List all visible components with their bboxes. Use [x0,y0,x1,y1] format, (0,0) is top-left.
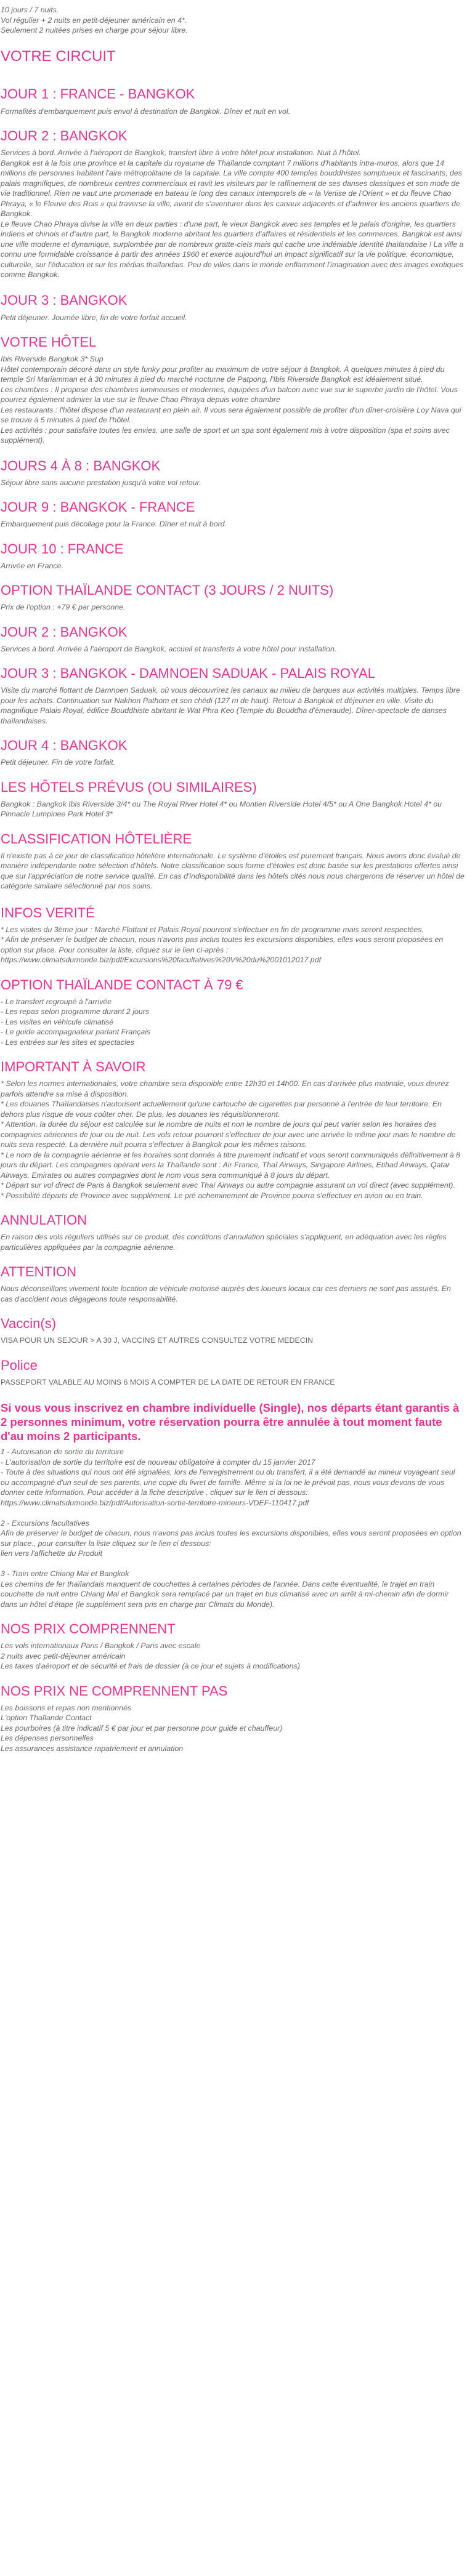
contact-79-list: - Le transfert regroupé à l'arrivée - Les repas selon programme durant 2 jours - Les visites en véhicule climatisé - Le guide accompagnateur parlant Français - Les entrées sur les sites et spectacles [1,997,151,1047]
option-day-2-heading: JOUR 2 : BANGKOK [1,624,128,640]
classification-text: Il n'existe pas à ce jour de classification hôtelière internationale. Le système d'étoiles est purement français. Nous avons donc évalué de manière indépendante notre sélection d'hôtels. Notre classification sous forme d'étoiles est donc basée sur les prestations offertes ainsi que sur l'appréciation de notre service qualité. En cas d'indisponibilité dans les hôtels cités nous nous chargerons de réserver un hôtel de catégorie similaire sélectionné par nos soins. [1,851,465,890]
hotel-heading: VOTRE HÔTEL [1,334,97,350]
option-text: Prix de l'option : +79 € par personne. [1,603,126,611]
option-day-3-heading: JOUR 3 : BANGKOK - DAMNOEN SADUAK - PALAIS ROYAL [1,666,375,681]
single-room-alert: Si vous vous inscrivez en chambre individuelle (Single), nos départs étant garantis à 2 personnes minimum, votre réservation pourra être annulée à tout moment faute d'au moins 2 participants. [1,1401,460,1443]
contact-79-heading: OPTION THAÏLANDE CONTACT À 79 € [1,976,243,992]
attention-heading: ATTENTION [1,1264,77,1279]
important-heading: IMPORTANT À SAVOIR [1,1059,146,1074]
attention-text: Nous déconseillons vivement toute location de véhicule motorisé auprès des loueurs locaux car ces derniers ne sont pas assurés. En cas d'accident nous dégageons toute responsabilité. [1,1284,451,1303]
not-included-heading: NOS PRIX NE COMPRENNENT PAS [1,1683,228,1699]
notes-text: 1 - Autorisation de sortie du territoire - L'autorisation de sortie du territoire est de nouveau obligatoire à compter du 15 janvier 2017 - Toute à des situations qui nous ont été signalées, lors de l'enregistrement ou du transfert, il a été demandé au mineur voyageant seul ou accompagné d'un seul de ses parents, une copie du livret de famille. Même si la loi ne le prévoit pas, nous vous devons de vous donner cette information. Pour accéder à la fiche descriptive , cliquer sur le lien ci dessous: https://www.climatsdumonde.biz/pdf/Autorisation-sortie-territoire-mineurs-VDEF-110417.pdf 2 - Excursions facultatives Afin de préserver le budget de chacun, nous n'avons pas inclus toutes les excursions disponibles, elles vous seront proposées en option sur place., pour consulter la liste cliquez sur le lien ci dessous: lien vers l'affichette du Produit 3 - Train entre Chiang Mai et Bangkok Les chemins de fer thaïlandais manquent de couchettes à certaines périodes de l'année. Dans cette éventualité, le trajet en train couchette de nuit entre Chiang Mai et Bangkok sera remplacé par un trajet en bus climatisé avec un arrêt à mi-chemin afin de dormir dans un hôtel d'étape (le supplément sera pris en charge par Climats du Monde). [1,1447,461,1609]
intro-text: 10 jours / 7 nuits. Vol régulier + 2 nuits en petit-déjeuner américain en 4*. Seulement 2 nuitées prises en charge pour séjour libre. [1,6,188,34]
classification-heading: CLASSIFICATION HÔTELIÈRE [1,831,192,847]
day-10-text: Arrivée en France. [1,561,63,570]
day-9-text: Embarquement puis décollage pour la France. Dîner et nuit à bord. [1,520,227,528]
infos-heading: INFOS VERITÉ [1,904,95,920]
not-included-list: Les boissons et repas non mentionnés L'option Thaïlande Contact Les pourboires (à titre indicatif 5 € par jour et par personne pour guide et chauffeur) Les dépenses personnelles Les assurances assistance rapatriement et annulation [1,1703,283,1753]
day-2-heading: JOUR 2 : BANGKOK [1,128,128,143]
circuit-heading: VOTRE CIRCUIT [1,47,116,65]
infos-text: * Les visites du 3ème jour : Marché Flottant et Palais Royal pourront s'effectuer en fin de programme mais seront respectées. * Afin de préserver le budget de chacun, nous n'avons pas inclus toutes les excursions disponibles, elles vous seront proposées en option sur place. Pour consulter la liste, cliquez sur le lien ci-après : https://www.climatsdumonde.biz/pdf/Excursions%20facultatives%20V%20du%2001012017.pdf [1,925,444,964]
police-heading: Police [1,1357,38,1373]
included-heading: NOS PRIX COMPRENNENT [1,1621,176,1636]
day-10-heading: JOUR 10 : FRANCE [1,541,124,557]
day-3-heading: JOUR 3 : BANGKOK [1,292,128,308]
day-3-text: Petit déjeuner. Journée libre, fin de votre forfait accueil. [1,313,187,322]
days-4-8-heading: JOURS 4 À 8 : BANGKOK [1,457,161,473]
day-2-text: Services à bord. Arrivée à l'aéroport de Bangkok, transfert libre à votre hôtel pour installation. Nuit à l'hôtel. Bangkok est à la fois une province et la capitale du royaume de Thaïlande comptant 7 millions d'habitants intra-muros, alors que 14 millions de personnes habitent l'aire métropolitaine de la capitale. La ville compte 400 temples bouddhistes somptueux et fascinants, des palais magnifiques, de nombreux centres commerciaux et ravit les visiteurs par le raffinement de ses danses classiques et son mode de vie traditionnel. Rien ne vaut une promenade en bateau le long des canaux intemporels de « la Venise de l'Orient » et du fleuve Chao Phraya, « le Fleuve des Rois » qui traverse la ville, avant de s'aventurer dans les canaux adjacents et d'admirer les anciens quartiers de Bangkok. Le fleuve Chao Phraya divise la ville en deux parties : d'une part, le vieux Bangkok avec ses temples et le palais d'origine, les quartiers indiens et chinois et d'autre part, le Bangkok moderne abritant les quartiers d'affaires et résidentiels et les commerces. Bangkok est ainsi une ville moderne et dynamique, surplombée par de nombreux gratte-ciels mais qui cache une indéniable identité thaïlandaise ! La ville a connu une formidable croissance à partir des années 1960 et exerce aujourd'hui un impact significatif sur la vie politique, économique, culturelle, sur l'éducation et sur les médias thaïlandais. Peu de villes dans le monde enflamment l'imagination avec des images exotiques comme Bangkok. [1,148,464,279]
hotel-text: Ibis Riverside Bangkok 3* Sup Hôtel contemporain décoré dans un style funky pour profiter au maximum de votre séjour à Bangkok. À quelques minutes à pied du temple Sri Mariamman et à 30 minutes à pied du marché nocturne de Patpong, l'Ibis Riverside Bangkok est idéalement situé. Les chambres : Il propose des chambres lumineuses et modernes, équipées d'un balcon avec vue sur le superbe jardin de l'hôtel. Vous pourrez également admirer la vue sur le fleuve Chao Phraya depuis votre chambre Les restaurants : l'hôtel dispose d'un restaurant en plein air. Il vous sera également possible de profiter d'un dîner-croisière Loy Nava qui se trouve à 5 minutes à pied de l'hôtel. Les activités : pour satisfaire toutes les envies, une salle de sport et un spa sont également mis à votre disposition (spa et soins avec supplément). [1,355,461,445]
option-day-3-text: Visite du marché flottant de Damnoen Saduak, où vous découvrirez les canaux au milieu de barques aux activités multiples. Temps libre pour les achats. Continuation sur Nakhon Pathom et son chédi (127 m de haut). Retour à Bangkok et déjeuner en ville. Visite du magnifique Palais Royal, édifice Bouddhiste abritant le Wat Phra Keo (Temple du Bouddha d'émeraude). Dîner-spectacle de danses thaïlandaises. [1,686,460,725]
day-9-heading: JOUR 9 : BANGKOK - FRANCE [1,499,195,515]
day-1-text: Formalités d'embarquement puis envol à destination de Bangkok. Dîner et nuit en vol. [1,107,291,116]
option-heading: OPTION THAÏLANDE CONTACT (3 JOURS / 2 NUITS) [1,582,334,598]
days-4-8-text: Séjour libre sans aucune prestation jusqu'à votre vol retour. [1,478,201,487]
option-day-4-heading: JOUR 4 : BANGKOK [1,738,128,753]
police-text: PASSEPORT VALABLE AU MOINS 6 MOIS A COMPTER DE LA DATE DE RETOUR EN FRANCE [1,1377,335,1387]
hotels-text: Bangkok : Bangkok Ibis Riverside 3/4* ou The Royal River Hotel 4* ou Montien Riverside Hotel 4/5* ou A One Bangkok Hotel 4* ou Pinnacle Lumpinee Park Hotel 3* [1,799,442,818]
vaccin-text: VISA POUR UN SEJOUR > A 30 J, VACCINS ET AUTRES CONSULTEZ VOTRE MEDECIN [1,1336,314,1345]
vaccin-heading: Vaccin(s) [1,1316,57,1331]
day-1-heading: JOUR 1 : FRANCE - BANGKOK [1,86,195,102]
annulation-heading: ANNULATION [1,1212,87,1228]
annulation-text: En raison des vols réguliers utilisés sur ce produit, des conditions d'annulation spéciales s'appliquent, en adéquation avec les règles particulières appliquées par la compagnie aérienne. [1,1233,447,1252]
included-list: Les vols internationaux Paris / Bangkok / Paris avec escale 2 nuits avec petit-déjeuner américain Les taxes d'aéroport et de sécurité et frais de dossier (à ce jour et sujets à modifications) [1,1641,300,1670]
important-text: * Selon les normes internationales, votre chambre sera disponible entre 12h30 et 14h00. En cas d'arrivée plus matinale, vous devrez parfois attendre sa mise à disposition. * Les douanes Thaïlandaises n'autorisent actuellement qu'une cartouche de cigarettes par personne à l'entrée de leur territoire. En dehors plus risque de vous coûter cher. De plus, les douanes les réquisitionneront. * Attention, la durée du séjour est calculée sur le nombre de nuits et non le nombre de jours qui peut varier selon les horaires des compagnies aériennes de jour ou de nuit. Les vols retour pourront s'effectuer de jour avec une arrivée le même jour mais le nombre de nuits sera respecté. La dernière nuit pourra s'effectuer à Bangkok pour les mêmes raisons. * Le nom de la compagnie aérienne et les horaires sont donnés à titre purement indicatif et vous seront communiqués définitivement à 8 jours du départ. Les compagnies opérant vers la Thaïlande sont : Air France, Thaï Airways, Singapore Airlines, Etihad Airways, Qatar Airways, Emirates ou autres compagnies dont le nom vous sera communiqué à 8 jours du départ. * Départ sur vol direct de Paris à Bangkok seulement avec Thaï Airways ou autre compagnie assurant un vol direct (avec supplément). * Possibilité départs de Province avec supplément. Le pré acheminement de Province pourra s'effectuer en avion ou en train. [1,1079,460,1200]
option-day-2-text: Services à bord. Arrivée à l'aéroport de Bangkok, accueil et transferts à votre hôtel pour installation. [1,644,337,653]
hotels-heading: LES HÔTELS PRÉVUS (OU SIMILAIRES) [1,779,257,795]
option-day-4-text: Petit déjeuner. Fin de votre forfait. [1,758,116,767]
